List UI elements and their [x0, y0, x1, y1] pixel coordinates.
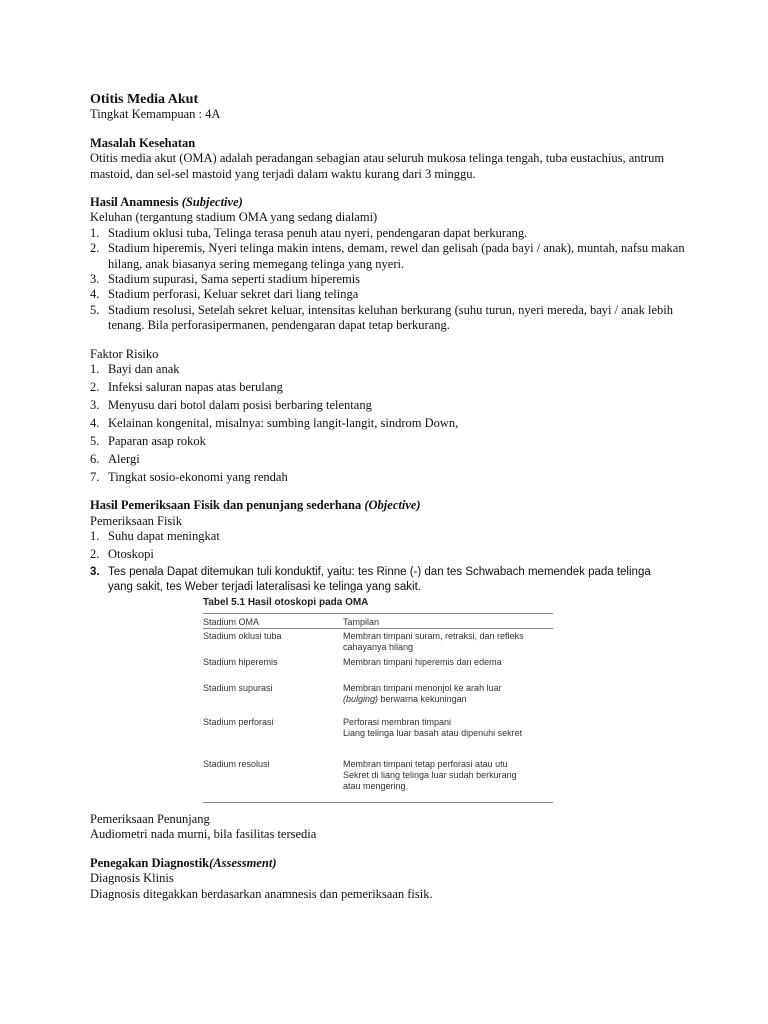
diagnostik-heading: Penegakan Diagnostik(Assessment) [90, 855, 277, 870]
diagnostik-heading-em: (Assessment) [209, 855, 277, 870]
page-title: Otitis Media Akut [90, 92, 199, 107]
anamnesis-heading-em: (Subjective) [181, 195, 243, 210]
pemeriksaan-list [90, 529, 690, 562]
penunjang-text: Audiometri nada murni, bila fasilitas tersedia [90, 827, 317, 842]
list-item: 1. Stadium oklusi tuba, Telinga terasa penuh atau nyeri, pendengaran dapat berkurang. [90, 225, 528, 240]
pemeriksaan-heading: Hasil Pemeriksaan Fisik dan penunjang sederhana (Objective) [90, 498, 421, 513]
lower-section [90, 812, 690, 902]
tingkat-kemampuan: Tingkat Kemampuan : 4A [90, 107, 221, 122]
masalah-text-line1: Otitis media akut (OMA) adalah peradangan sebagian atau seluruh mukosa telinga tengah, tuba eustachius, antrum [90, 151, 665, 166]
list-item: 4. Kelainan kongenital, misalnya: sumbing langit-langit, sindrom Down, [90, 416, 459, 431]
document-body [90, 92, 690, 595]
list-item: 5. Stadium resolusi, Setelah sekret keluar, intensitas keluhan berkurang (suhu turun, nyeri mereda, bayi / anak lebih tenang. Bila perforasipermanen, pendengaran dapat tetap berkurang. [90, 302, 673, 333]
diagnosis-text: Diagnosis ditegakkan berdasarkan anamnesis dan pemeriksaan fisik. [90, 886, 433, 901]
keluhan-label: Keluhan (tergantung stadium OMA yang sedang dialami) [90, 210, 378, 225]
table-row: Stadium oklusi tuba Membran timpani suram, retraksi, dan refleks cahayanya hilang [203, 631, 524, 652]
table-row: Stadium perforasi Perforasi membran timpani Liang telinga luar basah atau dipenuhi sekret [203, 717, 523, 738]
list-item: 2. Otoskopi [90, 546, 154, 561]
list-item: 4. Stadium perforasi, Keluar sekret dari liang telinga [90, 287, 359, 302]
otoskopi-table-figure [203, 597, 553, 803]
faktor-list [90, 362, 690, 485]
anamnesis-heading: Hasil Anamnesis (Subjective) [90, 195, 243, 210]
list-item: 2. Infeksi saluran napas atas berulang [90, 380, 283, 395]
table-header: Tampilan [343, 614, 553, 629]
list-item: 3. Stadium supurasi, Sama seperti stadium hiperemis [90, 272, 361, 287]
masalah-heading: Masalah Kesehatan [90, 135, 196, 150]
penunjang-heading: Pemeriksaan Penunjang [90, 812, 210, 826]
faktor-heading: Faktor Risiko [90, 346, 159, 361]
table-header: Stadium OMA [203, 614, 343, 629]
list-item: 3. Menyusu dari botol dalam posisi berbaring telentang [90, 398, 372, 413]
table-row: Stadium hiperemis Membran timpani hiperemis dan edema [203, 657, 502, 667]
keluhan-list [90, 226, 690, 334]
table-row: Stadium resolusi Membran timpani tetap perforasi atau utu Sekret di liang telinga luar sudah berkurang atau mengering [203, 759, 553, 803]
list-item: 5. Paparan asap rokok [90, 434, 206, 449]
pemeriksaan-heading-em: (Objective) [364, 498, 421, 513]
list-item: 6. Alergi [90, 452, 140, 467]
list-item: 2. Stadium hiperemis, Nyeri telinga makin intens, demam, rewel dan gelisah (pada bayi / anak), muntah, nafsu makan hilang, anak biasanya sering memegang telinga yang nyeri. [90, 241, 685, 271]
table-row: Stadium supurasi Membran timpani menonjol ke arah luar (bulging) berwarna kekuningan [203, 683, 502, 704]
masalah-text-line2: mastoid, dan sel-sel mastoid yang terjadi dalam waktu kurang dari 3 minggu. [90, 166, 476, 181]
table-caption: Tabel 5.1 Hasil otoskopi pada OMA [203, 597, 369, 608]
list-item: 7. Tingkat sosio-ekonomi yang rendah [90, 470, 288, 485]
list-item: 3. Tes penala Dapat ditemukan tuli konduktif, yaitu: tes Rinne (-) dan tes Schwabach memendek pada telinga yang sakit, tes Weber terjadi lateralisasi ke telinga yang sakit. [90, 565, 651, 593]
otoskopi-table [203, 613, 553, 803]
list-item: 1. Bayi dan anak [90, 362, 180, 377]
pemeriksaan-fisik-label: Pemeriksaan Fisik [90, 513, 183, 528]
list-item: 1. Suhu dapat meningkat [90, 528, 220, 543]
diagnosis-klinis-label: Diagnosis Klinis [90, 871, 174, 886]
tes-penala-item [90, 565, 690, 595]
